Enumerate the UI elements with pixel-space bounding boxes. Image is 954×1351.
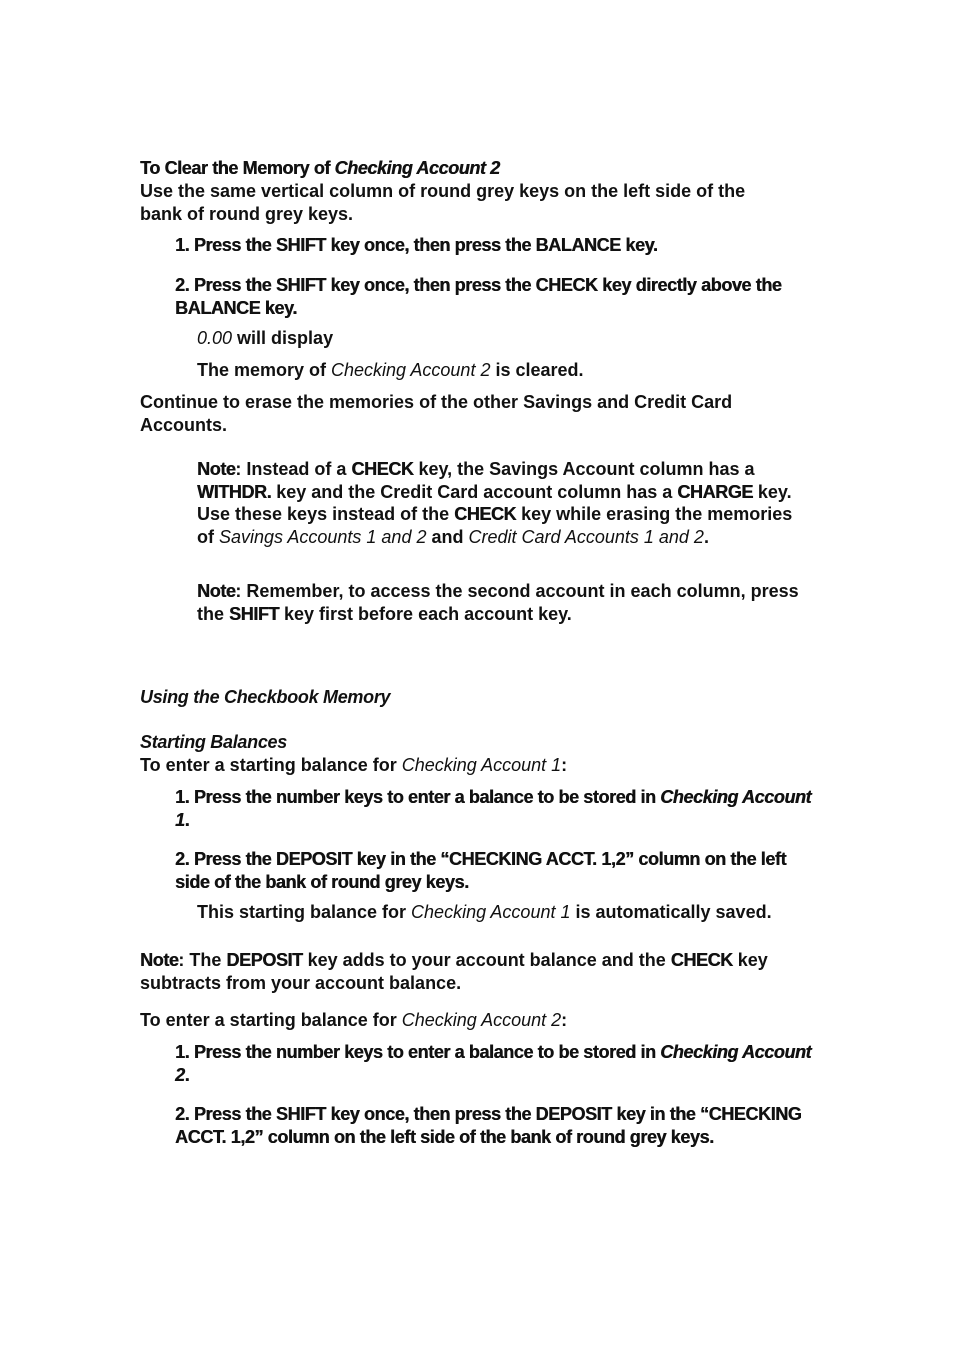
step-text: 1. Press the number keys to enter a balance to be stored in	[175, 1042, 661, 1062]
enter-balance-1	[140, 754, 790, 777]
note-1-text: : Instead of a	[235, 459, 352, 479]
step-end: .	[184, 1064, 190, 1085]
clear-heading	[140, 157, 840, 180]
note-3-text: : The	[178, 950, 227, 970]
note-3-text: key subtracts from your account balance.	[140, 950, 768, 993]
clear-continue: Continue to erase the memories of the other Savings and Credit Card Accounts.	[140, 392, 733, 435]
note-2-text: key first before each account key.	[279, 603, 572, 624]
step-end: .	[184, 809, 190, 830]
saved-italic: Checking Account 1	[411, 902, 571, 922]
clear-step-1: 1. Press the SHIFT key once, then press the BALANCE key.	[175, 235, 658, 255]
note-1-text: key and the Credit Card account column has a	[271, 481, 678, 502]
balance-step-1	[175, 786, 815, 831]
note-1-key-charge: CHARGE	[677, 481, 753, 502]
enter-2-italic: Checking Account 2	[401, 1010, 562, 1030]
enter-1-suffix: :	[561, 755, 568, 775]
note-1-text: key while erasing the memories of	[197, 504, 793, 547]
enter-1-italic: Checking Account 1	[401, 755, 562, 775]
clear-step-2: 2. Press the SHIFT key once, then press the CHECK key directly above the BALANCE key.	[175, 275, 782, 318]
note-1-italic: Savings Accounts 1 and 2	[219, 526, 427, 547]
clear-heading-text: To Clear the Memory of	[140, 158, 335, 178]
cleared-suffix: is cleared.	[490, 360, 584, 380]
note-1-label: Note	[197, 459, 236, 479]
note-2	[197, 580, 807, 625]
step-italic: Checking Account 2	[175, 1042, 812, 1085]
balance-step-2: 2. Press the DEPOSIT key in the “CHECKING ACCT. 1,2” column on the left side of the bank of round grey keys.	[175, 849, 787, 892]
note-3	[140, 949, 810, 994]
cleared-prefix: The memory of	[197, 360, 332, 380]
note-1-text: key, the Savings Account column has a	[413, 459, 755, 479]
balance-step-3	[175, 1041, 815, 1086]
note-2-key-shift: SHIFT	[229, 603, 280, 624]
clear-intro: Use the same vertical column of round grey keys on the left side of the bank of round grey keys.	[140, 181, 746, 224]
note-1-text: and	[426, 526, 469, 547]
note-1-key-check: CHECK	[351, 459, 414, 479]
saved-prefix: This starting balance for	[197, 902, 412, 922]
note-1-text: .	[703, 526, 709, 547]
sub-title: Starting Balances	[140, 732, 287, 752]
balance-step-4: 2. Press the SHIFT key once, then press the DEPOSIT key in the “CHECKING ACCT. 1,2” column on the left side of the bank of round grey keys.	[175, 1104, 802, 1147]
cleared-italic: Checking Account 2	[331, 360, 491, 380]
clear-result-display	[197, 327, 797, 350]
note-1-text: key. Use these keys instead of the	[197, 481, 792, 524]
note-1-italic: Credit Card Accounts 1 and 2	[468, 526, 704, 547]
note-3-key-deposit: DEPOSIT	[226, 950, 303, 970]
enter-balance-2	[140, 1009, 790, 1032]
note-2-text: : Remember, to access the second account in each column, press the	[197, 581, 799, 624]
section-title: Using the Checkbook Memory	[140, 687, 391, 707]
enter-1-prefix: To enter a starting balance for	[140, 755, 402, 775]
note-3-label: Note	[140, 950, 179, 970]
enter-2-suffix: :	[561, 1010, 568, 1030]
note-3-text: key adds to your account balance and the	[302, 950, 671, 970]
note-2-label: Note	[197, 581, 236, 601]
step-italic: Checking Account 1	[175, 787, 812, 830]
note-1-key-check: CHECK	[454, 504, 517, 524]
note-1-key-withdr: WITHDR.	[197, 481, 272, 502]
note-1	[197, 458, 807, 548]
note-3-key-check: CHECK	[670, 950, 733, 970]
saved-suffix: is automatically saved.	[570, 902, 772, 922]
display-value: 0.00	[197, 328, 233, 348]
clear-result-cleared	[197, 359, 797, 382]
step-text: 1. Press the number keys to enter a balance to be stored in	[175, 787, 661, 807]
clear-heading-italic: Checking Account 2	[334, 158, 500, 178]
enter-2-prefix: To enter a starting balance for	[140, 1010, 402, 1030]
balance-saved	[197, 901, 837, 924]
display-text: will display	[232, 328, 334, 348]
